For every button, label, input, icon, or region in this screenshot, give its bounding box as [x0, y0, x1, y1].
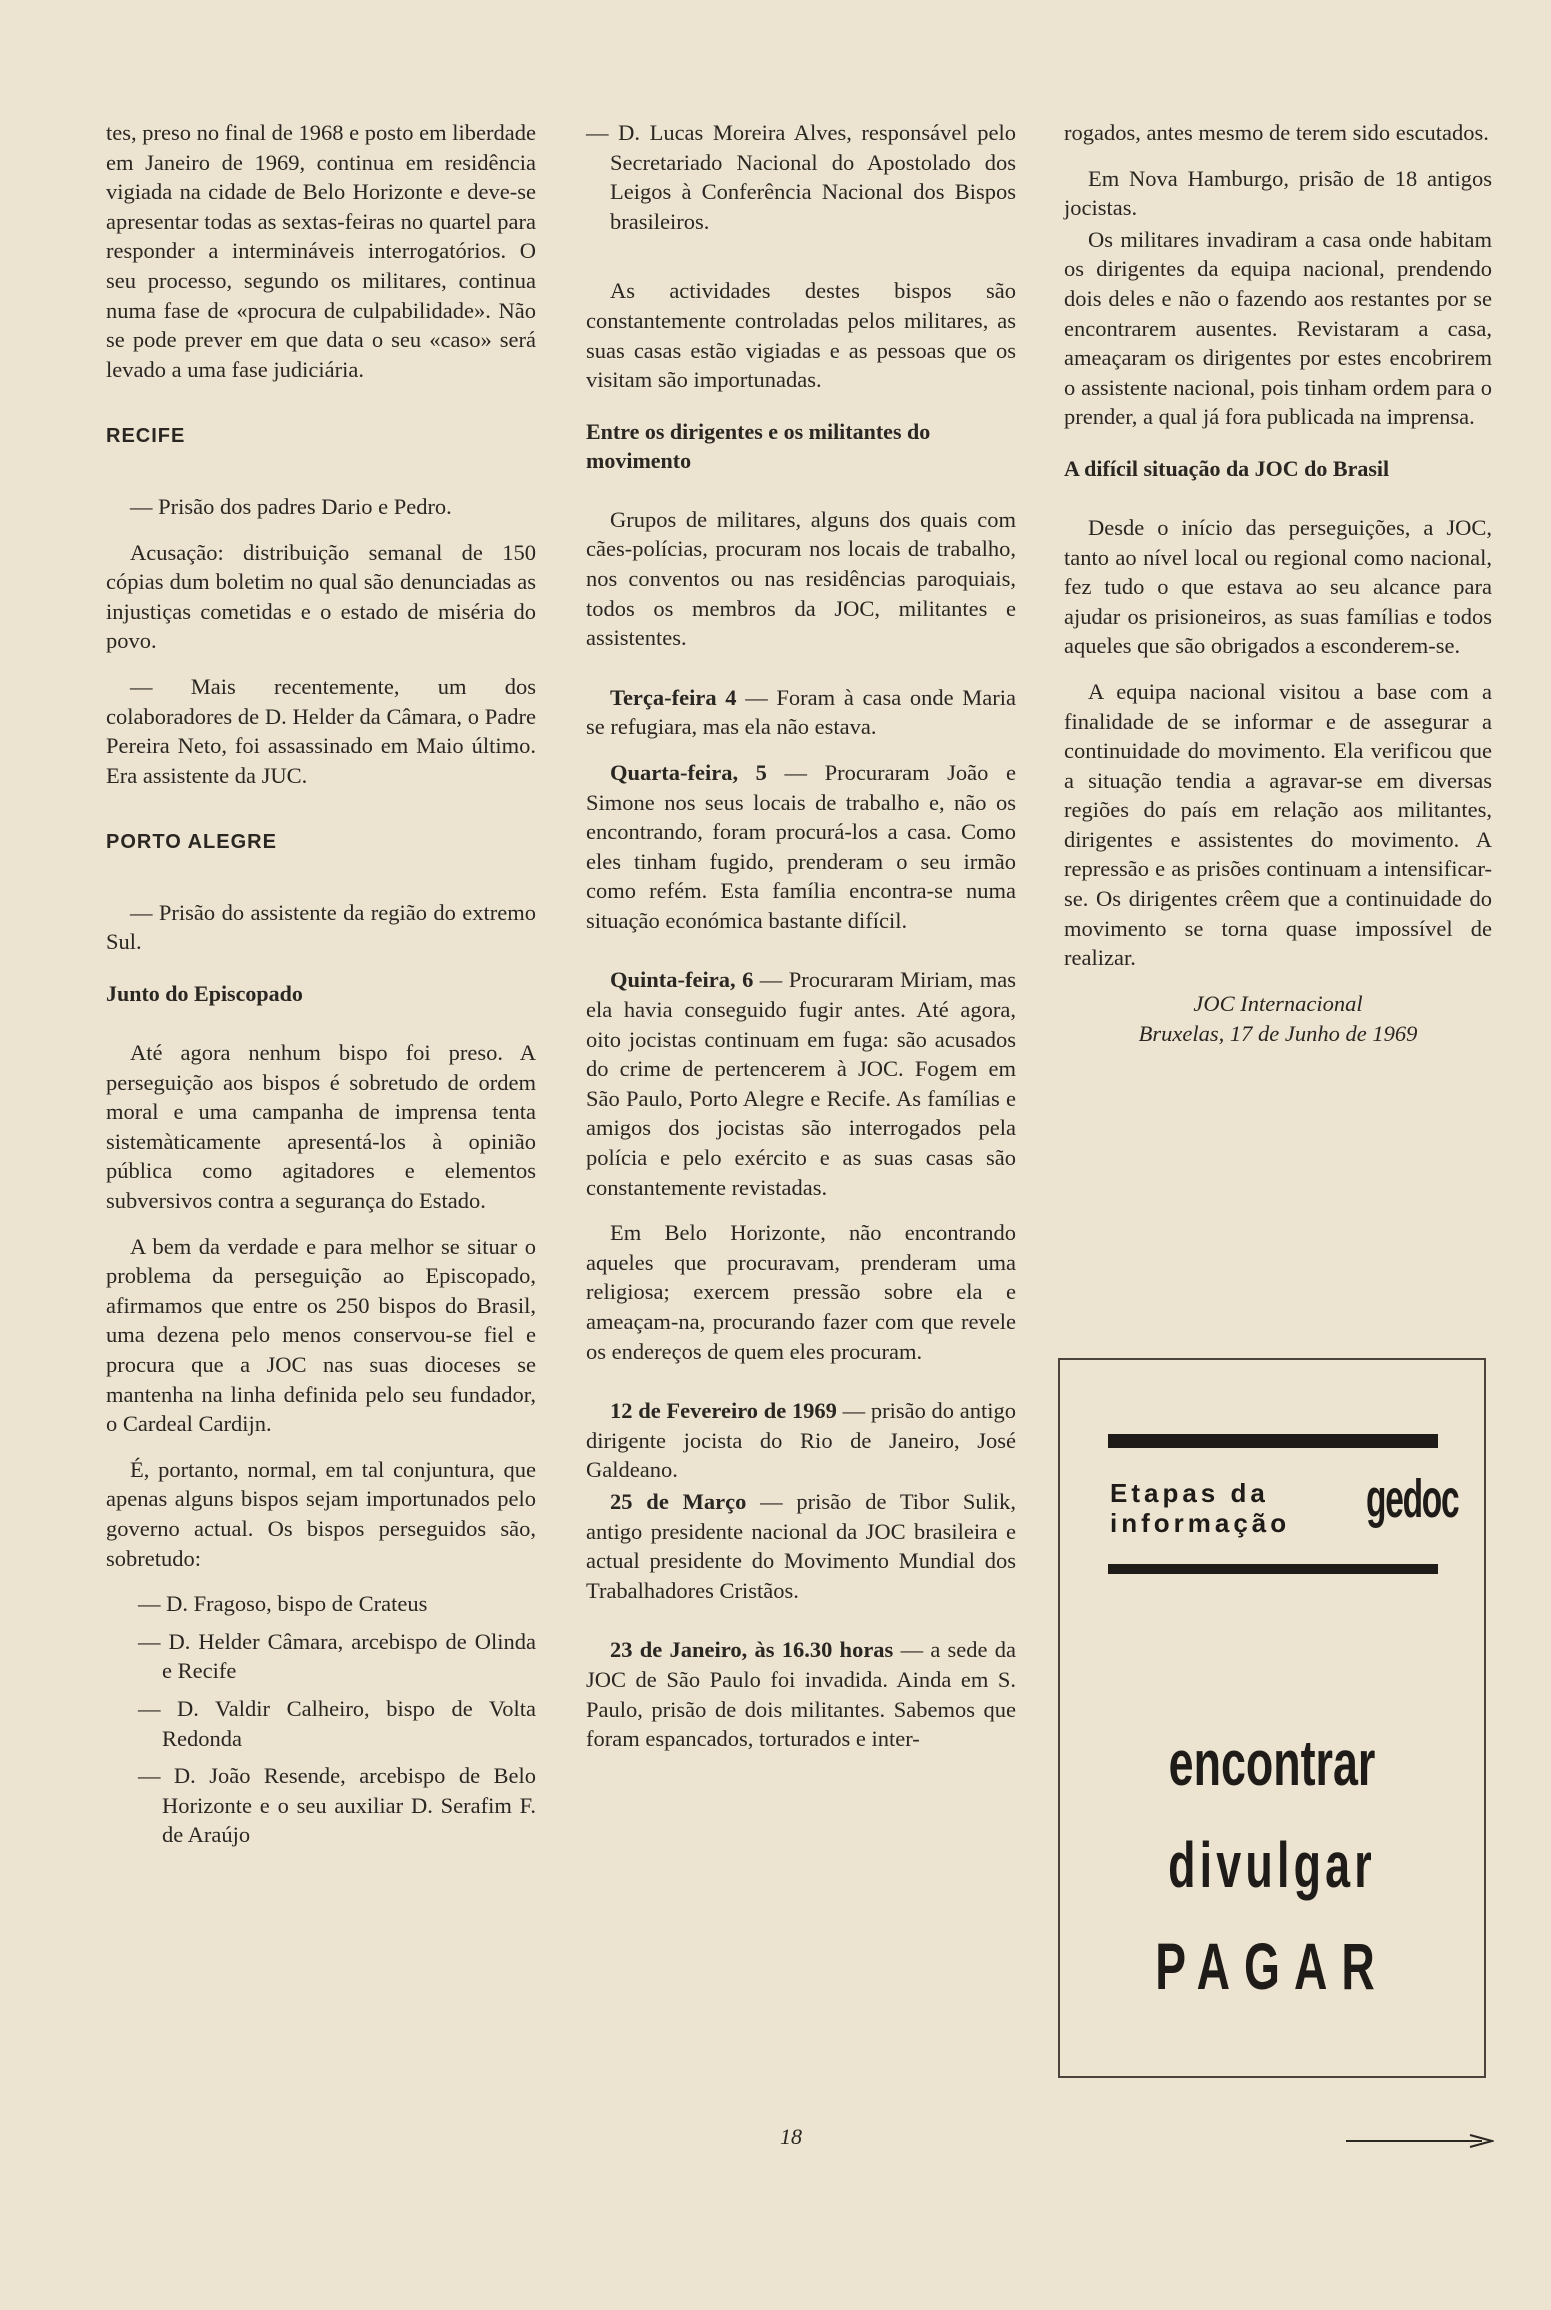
section-heading-recife: RECIFE — [106, 425, 186, 448]
paragraph: Até agora nenhum bispo foi preso. A perseguição aos bispos é sobretudo de ordem moral e uma campanha de imprensa tenta sistemàticamente apresentá-los à opinião pública como agitadores e elementos subversivos contra a segurança do Estado. — [106, 1040, 536, 1214]
entry-text: — a sede da JOC de São Paulo foi invadida. Ainda em S. Paulo, prisão de dois militantes. Sabemos que foram espancados, torturados e inter- — [586, 1637, 1017, 1752]
ad-top-bar — [1108, 1434, 1438, 1448]
paragraph — [586, 1635, 1016, 1753]
column-3 — [1064, 118, 1492, 1049]
paragraph — [586, 1487, 1016, 1605]
ad-word-divulgar: divulgar — [1168, 1829, 1376, 1901]
ad-word-pagar: PAGAR — [1155, 1929, 1389, 2003]
paragraph: — Prisão do assistente da região do extremo Sul. — [106, 899, 536, 955]
gedoc-logo: gedoc — [1366, 1469, 1459, 1529]
gedoc-advertisement — [1058, 1358, 1486, 2078]
paragraph: Em Belo Horizonte, não encontrando aqueles que procuravam, prenderam uma religiosa; exercem pressão sobre ela e ameaçam-na, procurando fazer com que revele os endereços de quem eles procuram. — [586, 1220, 1016, 1364]
signature-org: JOC Internacional — [1193, 990, 1363, 1016]
paragraph: Grupos de militares, alguns dos quais com cães-polícias, procuram nos locais de trabalho, nos conventos ou nas residências paroquiais, todos os membros da JOC, militantes e assistentes. — [586, 506, 1016, 651]
date-label: 12 de Fevereiro de 1969 — [610, 1398, 837, 1424]
paragraph: rogados, antes mesmo de terem sido escutados. — [1064, 120, 1489, 145]
column-2 — [586, 118, 1016, 1770]
signature-place-date: Bruxelas, 17 de Junho de 1969 — [1138, 1020, 1418, 1046]
paragraph: tes, preso no final de 1968 e posto em liberdade em Janeiro de 1969, continua em residência vigiada na cidade de Belo Horizonte e deve-se apresentar todas as sextas-feiras no quartel para responder a intermináveis interrogatórios. O seu processo, segundo os militares, continua numa fase de «procura de culpabilidade». Não se pode prever em que data o seu «caso» será levado a uma fase judiciária. — [106, 120, 536, 382]
list-item: — D. Fragoso, bispo de Crateus — [138, 1591, 428, 1617]
continue-arrow-icon — [1346, 2133, 1494, 2149]
date-label: 25 de Março — [610, 1488, 747, 1514]
entry-text: — prisão do antigo dirigente jocista do Rio de Janeiro, José Galdeano. — [586, 1398, 1016, 1483]
list-item: — D. João Resende, arcebispo de Belo Horizonte e o seu auxiliar D. Serafim F. de Araújo — [138, 1763, 536, 1848]
bishop-list-continued — [554, 118, 1016, 236]
entry-text: — Procuraram Miriam, mas ela havia conseguido fugir antes. Até agora, oito jocistas continuam em fuga: são acusados do crime de pertencerem à JOC. Fogem em São Paulo, Porto Alegre e Recife. As famílias e amigos dos jocistas são interrogados pela polícia e pelo exército e as suas casas são constantemente revistadas. — [586, 967, 1017, 1200]
page-number: 18 — [780, 2124, 802, 2149]
ad-title-line2: informação — [1110, 1508, 1291, 1538]
paragraph: A equipa nacional visitou a base com a finalidade de se informar e de assegurar a continuidade do movimento. Ela verificou que a situação tendia a agravar-se em diversas regiões do país em relação aos militantes, dirigentes e assistentes do movimento. A repressão e as prisões continuam a intensificar-se. Os dirigentes crêem que a continuidade do movimento se torna quase impossível de realizar. — [1064, 678, 1492, 971]
paragraph: É, portanto, normal, em tal conjuntura, que apenas alguns bispos sejam importunados pelo governo actual. Os bispos perseguidos são, sobretudo: — [106, 1456, 536, 1571]
bishop-list — [106, 1589, 536, 1850]
paragraph: — Prisão dos padres Dario e Pedro. — [130, 493, 452, 519]
paragraph — [586, 758, 1016, 936]
paragraph: A bem da verdade e para melhor se situar o problema da perseguição ao Episcopado, afirmamos que entre os 250 bispos do Brasil, uma dezena pelo menos conservou-se fiel e procura que a JOC nas suas dioceses se mantenha na linha definida pelo seu fundador, o Cardeal Cardijn. — [106, 1233, 536, 1437]
entry-text: — Foram à casa onde Maria se refugiara, mas ela não estava. — [586, 684, 1016, 740]
entry-text: — Procuraram João e Simone nos seus locais de trabalho e, não os encontrando, foram procurá-los a casa. Como eles tinham fugido, prenderam o seu irmão como refém. Esta família encontra-se numa situação económica bastante difícil. — [586, 759, 1016, 933]
section-heading-dificil: A difícil situação da JOC do Brasil — [1064, 455, 1390, 481]
paragraph: Os militares invadiram a casa onde habitam os dirigentes da equipa nacional, prendendo dois deles e não o fazendo aos restantes por se encontrarem ausentes. Revistaram a casa, ameaçaram os dirigentes por estes encobrirem o assistente nacional, pois tinham ordem para o prender, a qual já fora publicada na imprensa. — [1064, 226, 1492, 430]
section-heading-dirigentes: Entre os dirigentes e os militantes do movimento — [586, 418, 931, 473]
ad-title-line1: Etapas da — [1110, 1478, 1269, 1508]
ad-title — [1110, 1478, 1290, 1538]
paragraph: Acusação: distribuição semanal de 150 cópias dum boletim no qual são denunciadas as injustiças cometidas e o estado de miséria do povo. — [106, 539, 536, 654]
section-heading-episcopado: Junto do Episcopado — [106, 981, 303, 1007]
date-label: Quinta-feira, 6 — [610, 967, 754, 993]
paragraph: As actividades destes bispos são constantemente controladas pelos militares, as suas casas estão vigiadas e as pessoas que os visitam são importunadas. — [586, 278, 1016, 393]
paragraph: Desde o início das perseguições, a JOC, tanto ao nível local ou regional como nacional, fez tudo o que estava ao seu alcance para ajudar os prisioneiros, as suas famílias e todos aqueles que são obrigados a esconderem-se. — [1064, 514, 1492, 659]
column-1 — [106, 118, 536, 1858]
date-label: Quarta-feira, 5 — [610, 759, 767, 785]
date-label: Terça-feira 4 — [610, 684, 737, 710]
paragraph — [586, 1396, 1016, 1485]
paragraph — [586, 683, 1016, 742]
list-item: — D. Lucas Moreira Alves, responsável pelo Secretariado Nacional do Apostolado dos Leigos à Conferência Nacional dos Bispos brasileiros. — [586, 120, 1016, 234]
ad-word-encontrar: encontrar — [1168, 1727, 1376, 1799]
entry-text: — prisão de Tibor Sulik, antigo presidente nacional da JOC brasileira e actual presidente do Movimento Mundial dos Trabalhadores Cristãos. — [586, 1488, 1017, 1603]
date-label: 23 de Janeiro, às 16.30 horas — [610, 1637, 894, 1663]
ad-bottom-bar — [1108, 1564, 1438, 1574]
section-heading-porto-alegre: PORTO ALEGRE — [106, 831, 277, 854]
paragraph — [586, 965, 1016, 1202]
list-item: — D. Helder Câmara, arcebispo de Olinda e Recife — [138, 1628, 536, 1684]
list-item: — D. Valdir Calheiro, bispo de Volta Redonda — [138, 1695, 536, 1751]
signature — [1064, 989, 1492, 1049]
paragraph: Em Nova Hamburgo, prisão de 18 antigos jocistas. — [1064, 165, 1492, 221]
paragraph: — Mais recentemente, um dos colaboradores de D. Helder da Câmara, o Padre Pereira Neto, foi assassinado em Maio último. Era assistente da JUC. — [106, 673, 536, 788]
